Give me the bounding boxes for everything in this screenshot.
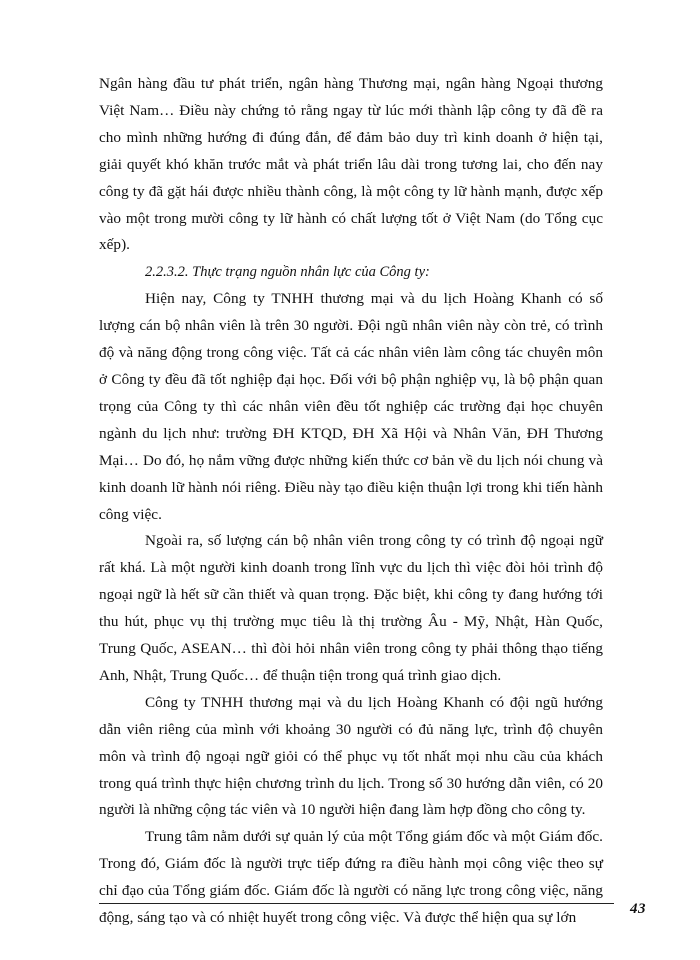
paragraph-tour-guides: Công ty TNHH thương mại và du lịch Hoàng Khanh có đội ngũ hướng dẫn viên riêng của mình với khoảng 30 người có đủ năng lực, trình độ chuyên môn và trình độ ngoại ngữ giỏi có thể phục vụ tốt nhất mọi nhu cầu của khách trong quá trình thực hiện chương trình du lịch. Trong số 30 hướng dẫn viên, có 20 người là những cộng tác viên và 10 người hiện đang làm hợp đồng cho công ty. bbox=[99, 693, 603, 819]
paragraph-staff-overview: Hiện nay, Công ty TNHH thương mại và du lịch Hoàng Khanh có số lượng cán bộ nhân viên là trên 30 người. Đội ngũ nhân viên này còn trẻ, có trình độ và năng động trong công việc. Tất cả các nhân viên làm công tác chuyên môn ở Công ty đều đã tốt nghiệp đại học. Đối với bộ phận nghiệp vụ, là bộ phận quan trọng của Công ty thì các nhân viên đều tốt nghiệp các trường đại học chuyên ngành du lịch như: trường ĐH KTQD, ĐH Xã Hội và Nhân Văn, ĐH Thương Mại… Do đó, họ nắm vững được những kiến thức cơ bản về du lịch nói chung và kinh doanh lữ hành nói riêng. Điều này tạo điều kiện thuận lợi trong khi tiến hành công việc. bbox=[99, 290, 603, 523]
footer-divider bbox=[99, 903, 614, 904]
page-number: 43 bbox=[630, 901, 646, 917]
paragraph-foreign-language: Ngoài ra, số lượng cán bộ nhân viên trong công ty có trình độ ngoại ngữ rất khá. Là một người kinh doanh trong lĩnh vực du lịch thì việc đòi hỏi trình độ ngoại ngữ là hết sữ cần thiết và quan trọng. Đặc biệt, khi công ty đang hướng tới thu hút, phục vụ thị trường mục tiêu là thị trường Âu - Mỹ, Nhật, Hàn Quốc, Trung Quốc, ASEAN… thì đòi hỏi nhân viên trong công ty phải thông thạo tiếng Anh, Nhật, Trung Quốc… để thuận tiện trong quá trình giao dịch. bbox=[99, 532, 603, 684]
section-heading: 2.2.3.2. Thực trạng nguồn nhân lực của Công ty: bbox=[145, 264, 430, 281]
paragraph-continuation: Ngân hàng đầu tư phát triển, ngân hàng Thương mại, ngân hàng Ngoại thương Việt Nam… Điều này chứng tỏ rằng ngay từ lúc mới thành lập công ty đã đề ra cho mình những hướng đi đúng đắn, để đảm bảo duy trì kinh doanh ở hiện tại, giải quyết khó khăn trước mắt và phát triển lâu dài trong tương lai, cho đến nay công ty đã gặt hái được nhiều thành công, là một công ty lữ hành mạnh, được xếp vào một trong mười công ty lữ hành có chất lượng tốt ở Việt Nam (do Tổng cục xếp). bbox=[99, 75, 603, 254]
paragraph-management: Trung tâm nằm dưới sự quản lý của một Tổng giám đốc và một Giám đốc. Trong đó, Giám đốc là người trực tiếp đứng ra điều hành mọi công việc theo sự chỉ đạo của Tổng giám đốc. Giám đốc là người có năng lực trong công việc, năng động, sáng tạo và có nhiệt huyết trong công việc. Và được thể hiện qua sự lớn bbox=[99, 828, 603, 927]
document-body bbox=[99, 71, 603, 932]
